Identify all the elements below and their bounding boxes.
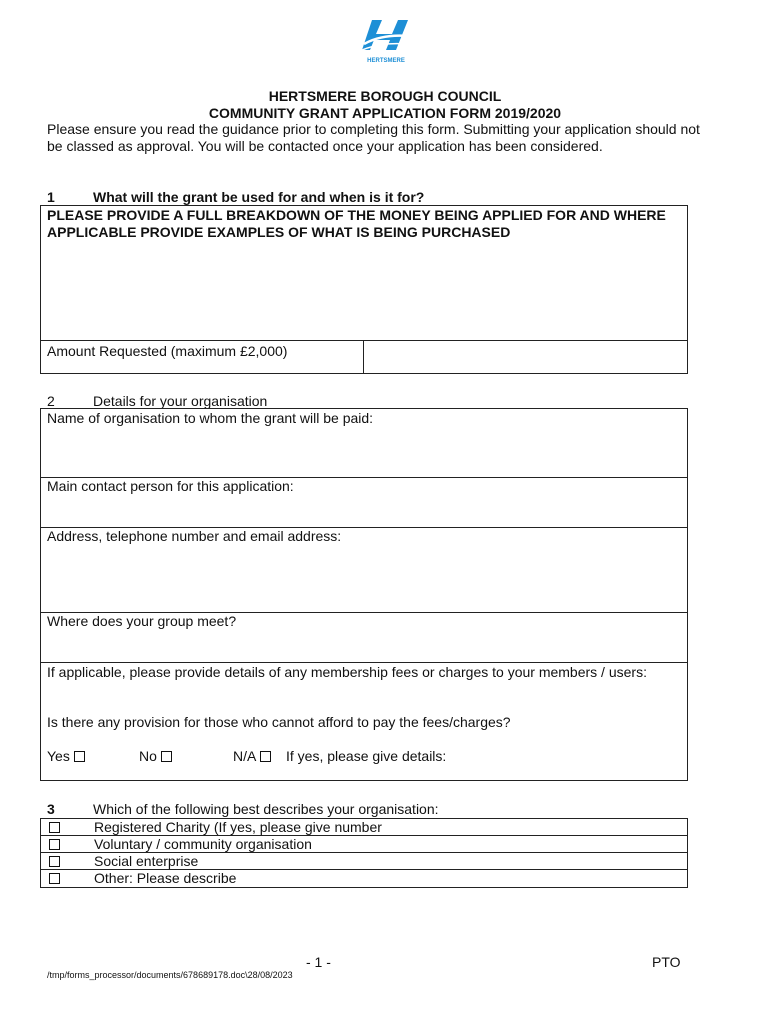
option-label: Other: Please describe bbox=[94, 870, 237, 886]
section2-number: 2 bbox=[47, 393, 55, 409]
no-label: No bbox=[139, 748, 157, 764]
org-type-option[interactable] bbox=[40, 818, 688, 835]
section1-heading bbox=[47, 189, 424, 205]
page-number: - 1 - bbox=[306, 954, 331, 970]
council-name: HERTSMERE BOROUGH COUNCIL bbox=[268, 88, 502, 104]
section1-box bbox=[40, 205, 688, 374]
org-type-option[interactable] bbox=[40, 835, 688, 852]
divider bbox=[41, 662, 687, 663]
amount-requested-label: Amount Requested (maximum £2,000) bbox=[47, 343, 288, 359]
address-label: Address, telephone number and email address: bbox=[47, 528, 342, 544]
org-type-option[interactable] bbox=[40, 869, 688, 888]
divider bbox=[363, 340, 364, 373]
section1-number: 1 bbox=[47, 189, 55, 205]
form-title: COMMUNITY GRANT APPLICATION FORM 2019/2020 bbox=[208, 105, 562, 121]
meeting-place-label: Where does your group meet? bbox=[47, 613, 237, 629]
yes-checkbox[interactable] bbox=[74, 751, 85, 762]
section3-heading bbox=[47, 801, 439, 817]
yes-label: Yes bbox=[47, 748, 70, 764]
provision-question: Is there any provision for those who cannot afford to pay the fees/charges? bbox=[47, 714, 511, 730]
other-checkbox[interactable] bbox=[49, 873, 60, 884]
org-name-label: Name of organisation to whom the grant will be paid: bbox=[47, 410, 374, 426]
contact-person-label: Main contact person for this application: bbox=[47, 478, 294, 494]
section2-heading bbox=[47, 393, 267, 409]
yes-option[interactable] bbox=[47, 748, 85, 765]
svg-text:HERTSMERE: HERTSMERE bbox=[367, 58, 405, 64]
if-yes-label: If yes, please give details: bbox=[286, 748, 447, 764]
section2-box bbox=[40, 408, 688, 781]
voluntary-checkbox[interactable] bbox=[49, 839, 60, 850]
registered-charity-checkbox[interactable] bbox=[49, 822, 60, 833]
document-path: /tmp/forms_processor/documents/678689178.doc\28/08/2023 bbox=[47, 970, 293, 980]
fees-label: If applicable, please provide details of any membership fees or charges to your members / users: bbox=[47, 664, 647, 680]
na-checkbox[interactable] bbox=[260, 751, 271, 762]
amount-requested-field[interactable] bbox=[365, 341, 687, 373]
section1-instruction: PLEASE PROVIDE A FULL BREAKDOWN OF THE MONEY BEING APPLIED FOR AND WHERE APPLICABLE PROVIDE EXAMPLES OF WHAT IS BEING PURCHASED bbox=[47, 207, 666, 240]
social-enterprise-checkbox[interactable] bbox=[49, 856, 60, 867]
org-type-option[interactable] bbox=[40, 852, 688, 869]
no-option[interactable] bbox=[139, 748, 172, 765]
na-option[interactable] bbox=[233, 748, 271, 765]
no-checkbox[interactable] bbox=[161, 751, 172, 762]
section1-title: What will the grant be used for and when is it for? bbox=[93, 189, 425, 205]
section3-title: Which of the following best describes your organisation: bbox=[93, 801, 439, 817]
option-label: Voluntary / community organisation bbox=[94, 836, 312, 852]
pto-text: PTO bbox=[652, 954, 681, 970]
option-label: Social enterprise bbox=[94, 853, 199, 869]
na-label: N/A bbox=[233, 748, 257, 764]
option-label: Registered Charity (If yes, please give number bbox=[94, 819, 382, 835]
section3-number: 3 bbox=[47, 801, 55, 817]
intro-text: Please ensure you read the guidance prior to completing this form. Submitting your application should not be classed as approval. You will be contacted once your application has been considered. bbox=[47, 121, 700, 154]
hertsmere-logo bbox=[362, 20, 410, 66]
section2-title: Details for your organisation bbox=[93, 393, 268, 409]
